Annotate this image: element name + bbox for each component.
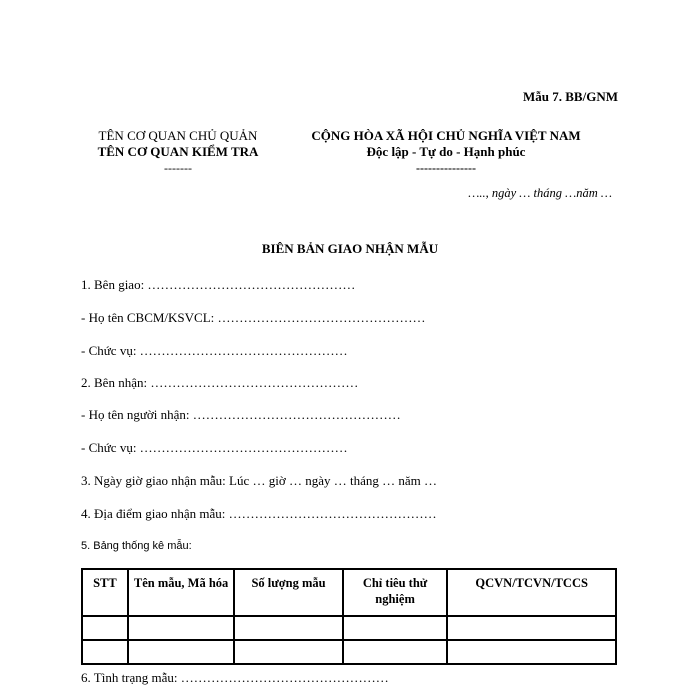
field-ngay-gio: 3. Ngày giờ giao nhận mẫu: Lúc … giờ … ngày … tháng … năm … [81,473,438,488]
nation-divider: --------------- [416,161,476,175]
agency-header [78,128,278,174]
header-stt: STT [82,569,128,616]
header-qcvn: QCVN/TCVN/TCCS [447,569,616,616]
table-cell [82,616,128,640]
field-dia-diem: 4. Địa điểm giao nhận mẫu: ………………………………………… [81,506,437,521]
header-chi-tieu: Chỉ tiêu thử nghiệm [343,569,448,616]
table-cell [234,616,342,640]
parent-agency-name: TÊN CƠ QUAN CHỦ QUẢN [98,128,258,143]
table-header-row [82,569,616,616]
table-cell [447,616,616,640]
form-number: Mẫu 7. BB/GNM [523,89,618,104]
field-ben-nhan: 2. Bên nhận: ………………………………………… [81,375,359,390]
national-header [290,128,602,174]
field-ho-ten-cbcm: - Họ tên CBCM/KSVCL: ………………………………………… [81,310,426,325]
table-cell [343,616,448,640]
header-ten-mau: Tên mẫu, Mã hóa [128,569,234,616]
sample-statistics-table [81,568,617,665]
table-cell [447,640,616,664]
document-title: BIÊN BẢN GIAO NHẬN MẪU [261,241,439,256]
inspection-agency-name: TÊN CƠ QUAN KIỂM TRA [97,144,259,159]
field-chuc-vu-2: - Chức vụ: ………………………………………… [81,440,348,455]
field-chuc-vu-1: - Chức vụ: ………………………………………… [81,343,348,358]
table-cell [234,640,342,664]
table-row [82,616,616,640]
nation-name: CỘNG HÒA XÃ HỘI CHỦ NGHĨA VIỆT NAM [311,128,581,143]
field-bang-thong-ke: 5. Bảng thống kê mẫu: [81,540,192,552]
table-cell [128,616,234,640]
field-ho-ten-nguoi-nhan: - Họ tên người nhận: ………………………………………… [81,407,401,422]
dateline: ….., ngày … tháng …năm … [468,186,612,200]
national-motto: Độc lập - Tự do - Hạnh phúc [366,144,526,159]
field-tinh-trang: 6. Tình trạng mẫu: ………………………………………… [81,670,389,685]
table-row [82,640,616,664]
table-cell [128,640,234,664]
table-cell [343,640,448,664]
header-so-luong: Số lượng mẫu [234,569,342,616]
table-cell [82,640,128,664]
agency-divider: ------- [164,161,192,175]
field-ben-giao: 1. Bên giao: ………………………………………… [81,277,356,292]
